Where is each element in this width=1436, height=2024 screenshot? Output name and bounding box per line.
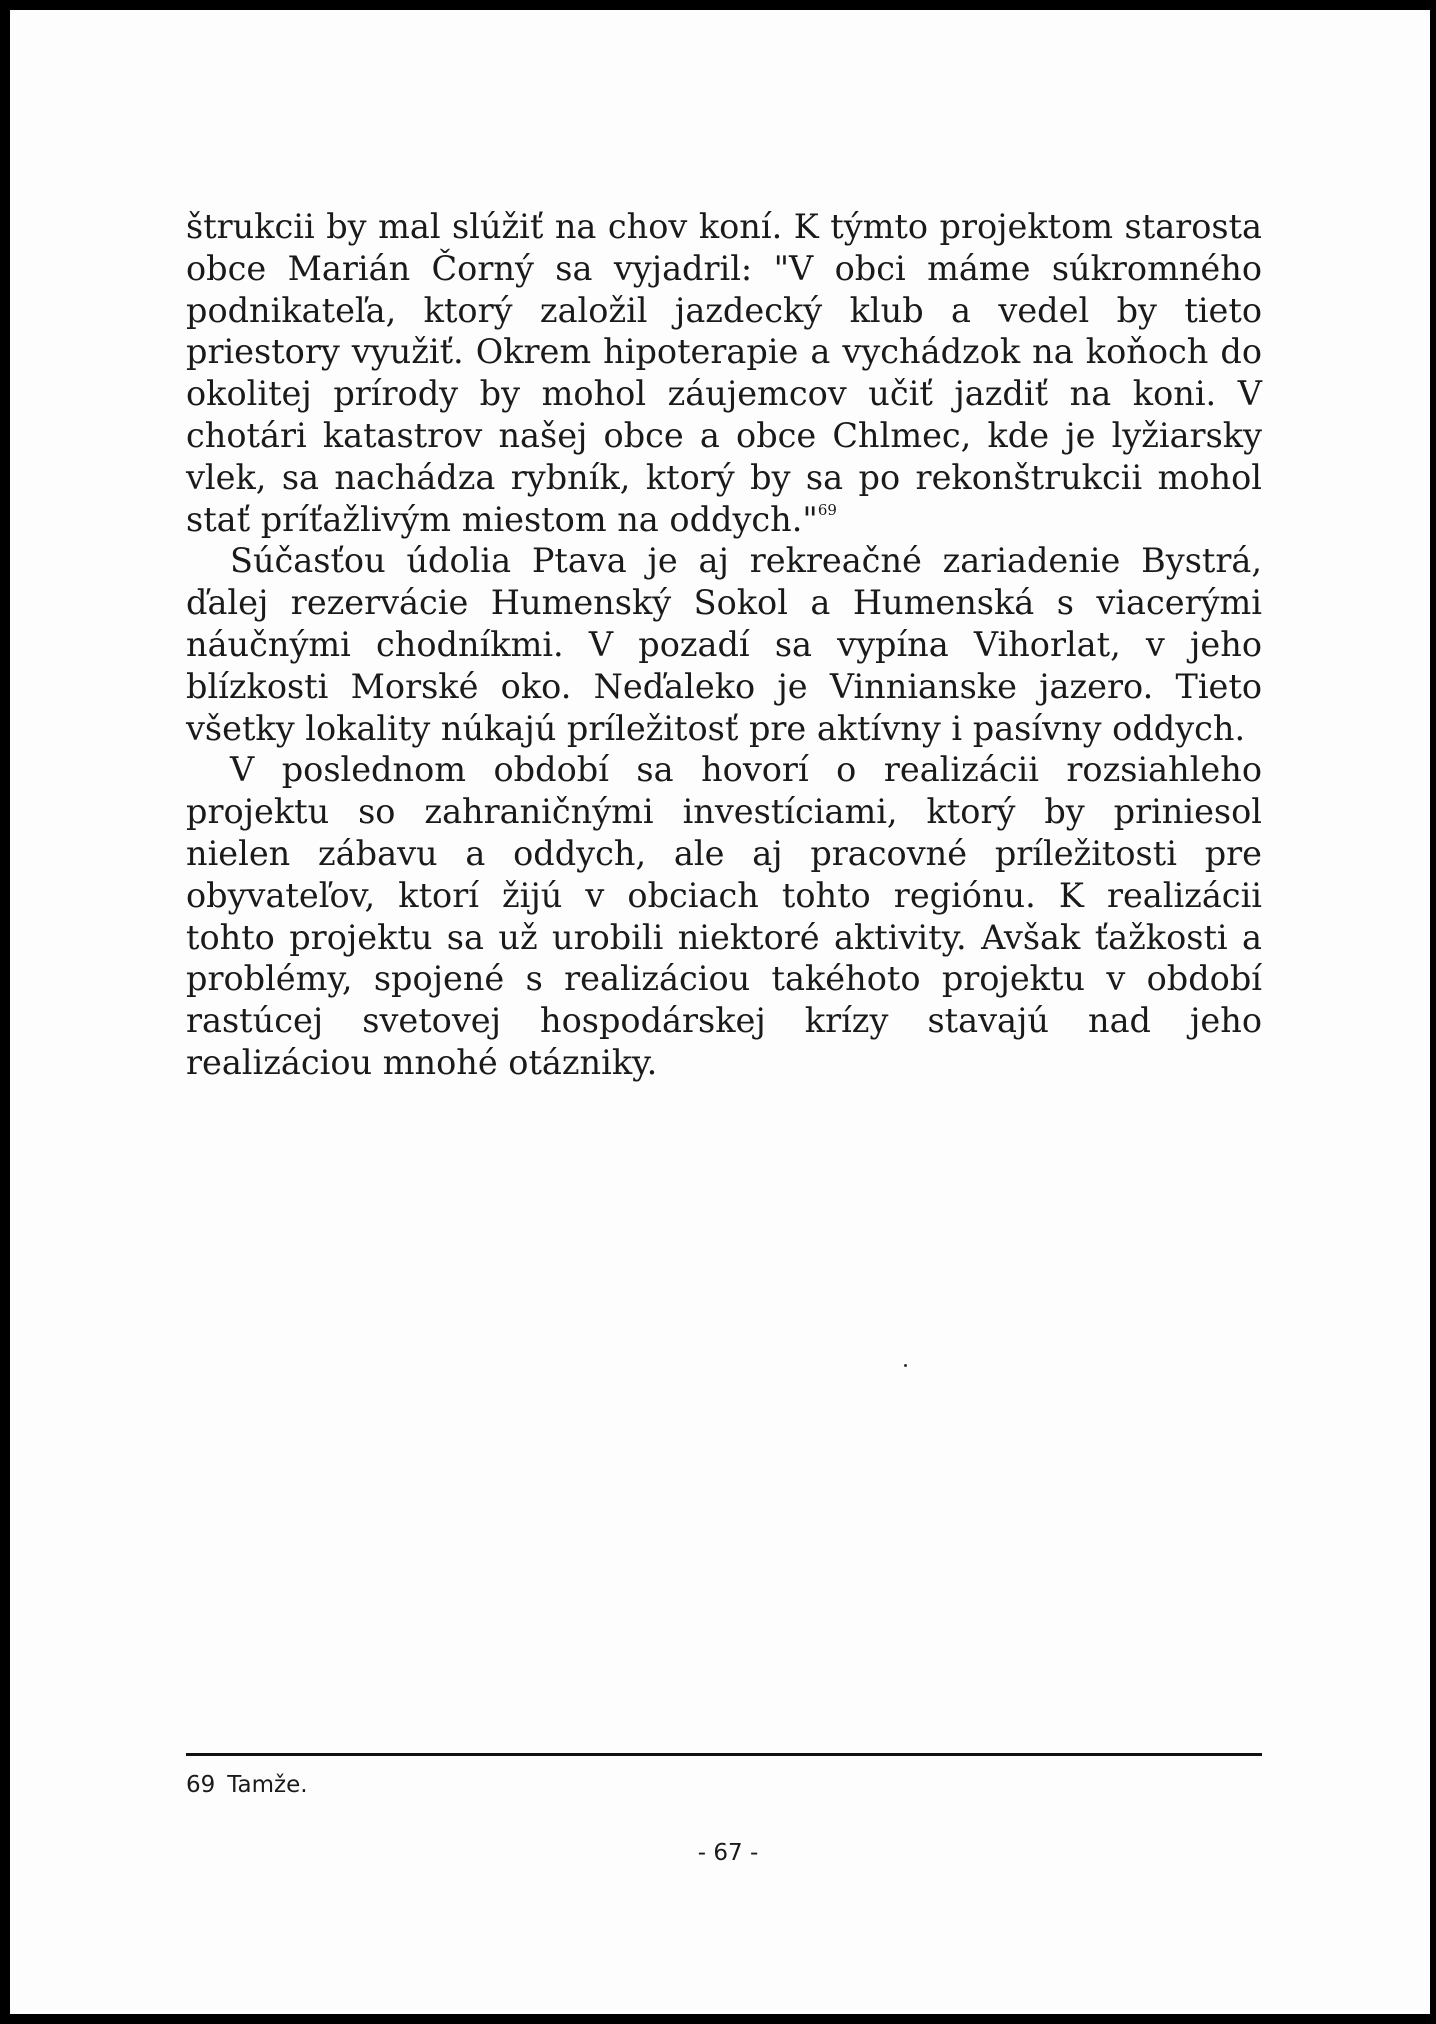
main-text bbox=[186, 206, 1262, 1084]
paragraph-1-text: štrukcii by mal slúžiť na chov koní. K týmto projektom starosta obce Marián Čorný sa vyjadril: "V obci máme súkromného podnikateľa, ktorý založil jazdecký klub a vedel by tieto priestory využiť. Okrem hipoterapie a vychádzok na koňoch do okolitej prírody by mohol záujemcov učiť jazdiť na koni. V chotári katastrov našej obce a obce Chlmec, kde je lyžiarsky vlek, sa nachádza rybník, ktorý by sa po rekonštrukcii mohol stať príťažlivým miestom na oddych." bbox=[186, 207, 1262, 539]
paragraph-2-text: Súčasťou údolia Ptava je aj rekreačné zariadenie Bystrá, ďalej rezervácie Humenský Sokol a Humenská s viacerými náučnými chodníkmi. V pozadí sa vypína Vihorlat, v jeho blízkosti Morské oko. Neďaleko je Vinnianske jazero. Tieto všetky lokality núkajú príležitosť pre aktívny i pasívny oddych. bbox=[186, 541, 1262, 748]
paragraph-3-text: V poslednom období sa hovorí o realizácii rozsiahleho projektu so zahraničnými investíciami, ktorý by priniesol nielen zábavu a oddych, ale aj pracovné príležitosti pre obyvateľov, ktorí žijú v obciach tohto regiónu. K realizácii tohto projektu sa už urobili niektoré aktivity. Avšak ťažkosti a problémy, spojené s realizáciou takéhoto projektu v období rastúcej svetovej hospodárskej krízy stavajú nad jeho realizáciou mnohé otázniky. bbox=[186, 750, 1262, 1082]
paragraph-3 bbox=[186, 749, 1262, 1083]
page-number: - 67 - bbox=[697, 1840, 759, 1866]
paragraph-1 bbox=[186, 206, 1262, 540]
footnote-text: Tamže. bbox=[227, 1772, 308, 1798]
footnote-reference: 69 bbox=[817, 500, 837, 519]
paragraph-2 bbox=[186, 540, 1262, 749]
footnote bbox=[186, 1770, 1262, 1800]
footnote-divider bbox=[186, 1753, 1262, 1756]
scan-speck bbox=[904, 1364, 907, 1367]
footnote-number: 69 bbox=[186, 1772, 216, 1798]
